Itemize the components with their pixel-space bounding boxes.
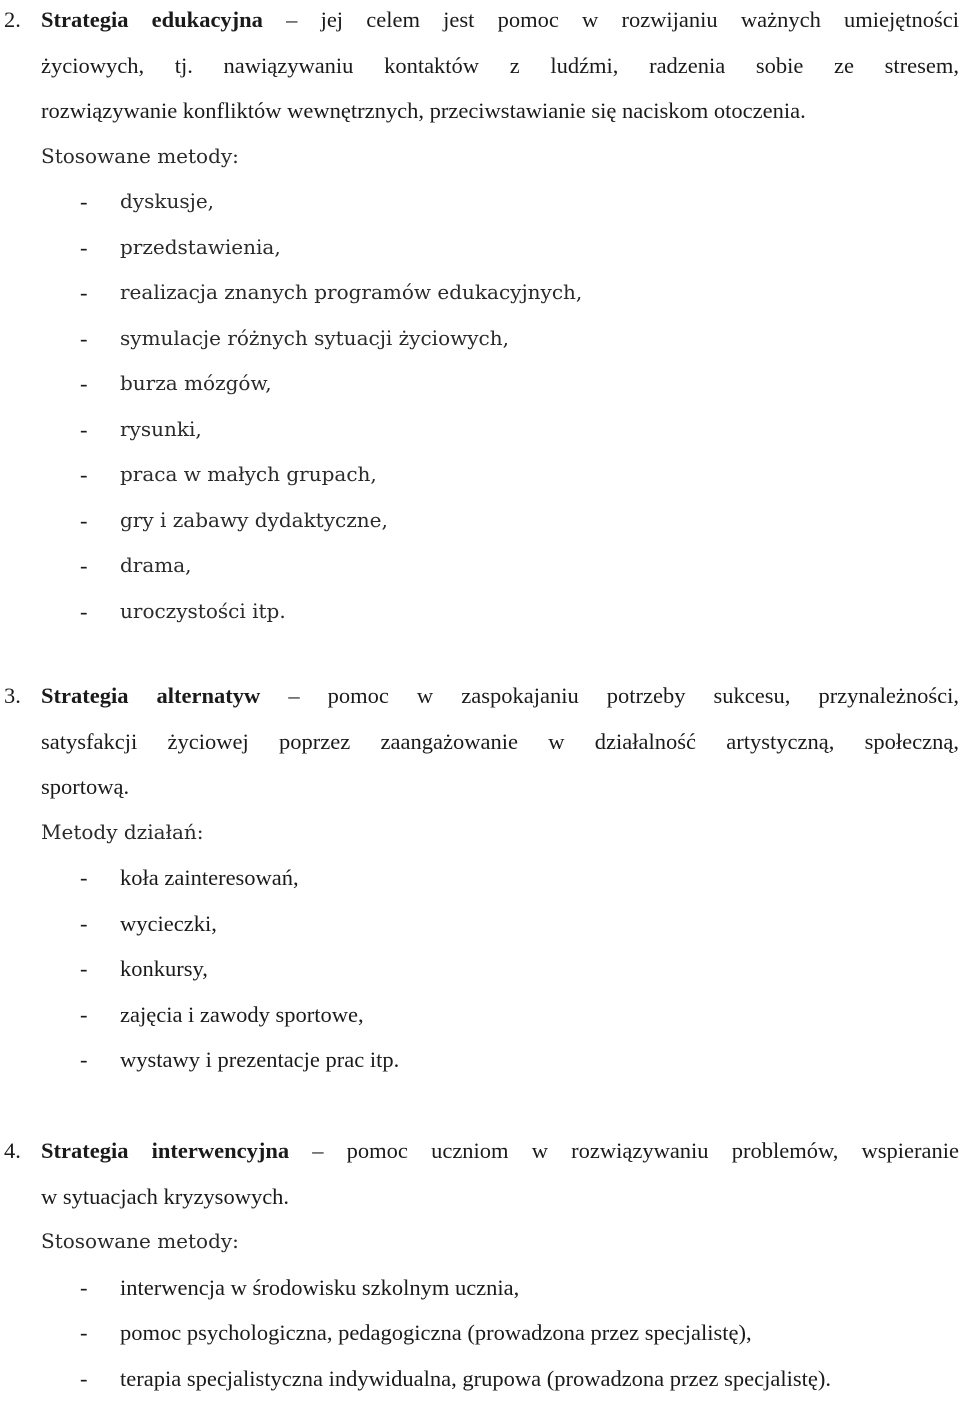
- list-item-text: realizacja znanych programów edukacyjnych,: [120, 270, 582, 316]
- bullet-dash: -: [80, 270, 88, 316]
- list-item-text: koła zainteresowań,: [120, 855, 299, 901]
- bullet-dash: -: [80, 855, 88, 901]
- list-item-text: uroczystości itp.: [120, 589, 286, 635]
- list-item: [0, 361, 960, 407]
- methods-label: Stosowane metody:: [41, 134, 239, 180]
- heading-paragraph-line: Strategia interwencyjna – pomoc uczniom w rozwiązywaniu problemów, wspieranie: [41, 1128, 959, 1174]
- section-number: 4.: [4, 1128, 21, 1174]
- list-item: [0, 179, 960, 225]
- list-item: [0, 543, 960, 589]
- list-item-text: dyskusje,: [120, 179, 214, 225]
- section-heading-line: [0, 0, 960, 43]
- bullet-dash: -: [80, 589, 88, 635]
- list-item-text: rysunki,: [120, 407, 202, 453]
- list-item: [0, 498, 960, 544]
- section-strategia-alternatyw: [0, 673, 960, 1083]
- section-title: Strategia alternatyw: [41, 683, 260, 708]
- list-item: [0, 901, 960, 947]
- section-number: 2.: [4, 0, 21, 43]
- list-item: [0, 589, 960, 635]
- section-strategia-interwencyjna: [0, 1128, 960, 1401]
- list-item-text: konkursy,: [120, 946, 208, 992]
- list-item: [0, 407, 960, 453]
- list-item-text: symulacje różnych sytuacji życiowych,: [120, 316, 509, 362]
- list-item-text: praca w małych grupach,: [120, 452, 377, 498]
- bullet-dash: -: [80, 361, 88, 407]
- list-item-text: gry i zabawy dydaktyczne,: [120, 498, 388, 544]
- section-strategia-edukacyjna: [0, 0, 960, 634]
- list-item: [0, 1356, 960, 1401]
- bullet-dash: -: [80, 452, 88, 498]
- list-item-text: interwencja w środowisku szkolnym ucznia,: [120, 1265, 519, 1311]
- bullet-dash: -: [80, 1037, 88, 1083]
- list-item: [0, 316, 960, 362]
- section-title: Strategia edukacyjna: [41, 7, 263, 32]
- methods-label-line: [0, 134, 960, 180]
- bullet-dash: -: [80, 179, 88, 225]
- bullet-dash: -: [80, 1265, 88, 1311]
- methods-label-line: [0, 810, 960, 856]
- list-item: [0, 855, 960, 901]
- list-item: [0, 946, 960, 992]
- section-title: Strategia interwencyjna: [41, 1138, 289, 1163]
- paragraph-text: życiowych, tj. nawiązywaniu kontaktów z ludźmi, radzenia sobie ze stresem,: [41, 43, 959, 89]
- list-item-text: przedstawienia,: [120, 225, 281, 271]
- paragraph-line: [0, 764, 960, 810]
- heading-paragraph-line: Strategia alternatyw – pomoc w zaspokajaniu potrzeby sukcesu, przynależności,: [41, 673, 959, 719]
- list-item: [0, 1037, 960, 1083]
- list-item-text: drama,: [120, 543, 192, 589]
- bullet-dash: -: [80, 225, 88, 271]
- bullet-dash: -: [80, 407, 88, 453]
- list-item-text: zajęcia i zawody sportowe,: [120, 992, 364, 1038]
- bullet-dash: -: [80, 1356, 88, 1401]
- list-item: [0, 225, 960, 271]
- bullet-dash: -: [80, 946, 88, 992]
- methods-list: [0, 855, 960, 1083]
- paragraph-line: [0, 43, 960, 89]
- list-item-text: pomoc psychologiczna, pedagogiczna (prowadzona przez specjalistę),: [120, 1310, 752, 1356]
- list-item-text: wystawy i prezentacje prac itp.: [120, 1037, 399, 1083]
- list-item-text: wycieczki,: [120, 901, 217, 947]
- paragraph-line: [0, 719, 960, 765]
- heading-paragraph-line: Strategia edukacyjna – jej celem jest pomoc w rozwijaniu ważnych umiejętności: [41, 0, 959, 43]
- methods-list: [0, 179, 960, 634]
- methods-label-line: [0, 1219, 960, 1265]
- bullet-dash: -: [80, 992, 88, 1038]
- paragraph-line: [0, 88, 960, 134]
- list-item-text: terapia specjalistyczna indywidualna, grupowa (prowadzona przez specjalistę).: [120, 1356, 831, 1401]
- list-item: [0, 992, 960, 1038]
- section-heading-line: [0, 1128, 960, 1174]
- section-heading-line: [0, 673, 960, 719]
- methods-label: Metody działań:: [41, 810, 204, 856]
- methods-list: [0, 1265, 960, 1401]
- paragraph-text: w sytuacjach kryzysowych.: [41, 1174, 289, 1220]
- bullet-dash: -: [80, 316, 88, 362]
- list-item: [0, 1265, 960, 1311]
- list-item-text: burza mózgów,: [120, 361, 272, 407]
- paragraph-text: satysfakcji życiowej poprzez zaangażowanie w działalność artystyczną, społeczną,: [41, 719, 959, 765]
- bullet-dash: -: [80, 901, 88, 947]
- paragraph-text: rozwiązywanie konfliktów wewnętrznych, przeciwstawianie się naciskom otoczenia.: [41, 88, 806, 134]
- list-item: [0, 452, 960, 498]
- methods-label: Stosowane metody:: [41, 1219, 239, 1265]
- section-number: 3.: [4, 673, 21, 719]
- paragraph-text: sportową.: [41, 764, 129, 810]
- bullet-dash: -: [80, 498, 88, 544]
- list-item: [0, 270, 960, 316]
- list-item: [0, 1310, 960, 1356]
- bullet-dash: -: [80, 543, 88, 589]
- bullet-dash: -: [80, 1310, 88, 1356]
- paragraph-line: [0, 1174, 960, 1220]
